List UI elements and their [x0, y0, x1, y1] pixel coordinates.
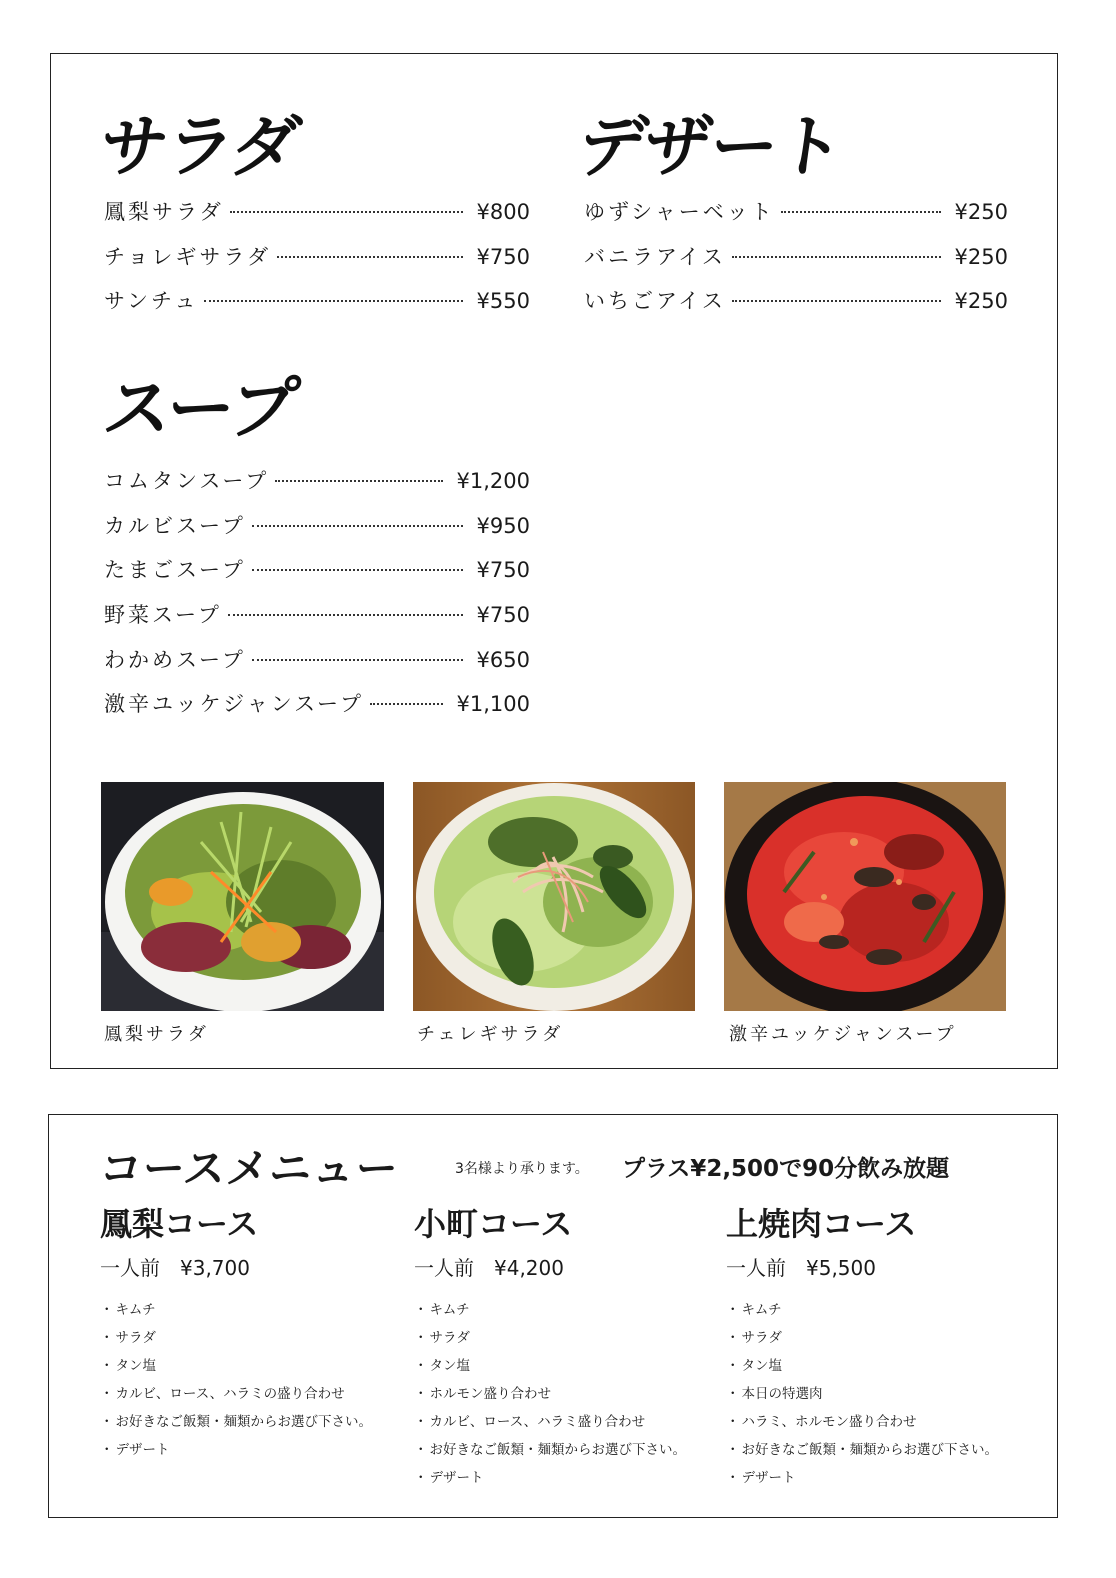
menu-item: [104, 465, 530, 510]
menu-item-name: 激辛ユッケジャンスープ: [104, 692, 365, 717]
menu-item-price: ¥250: [954, 289, 1008, 314]
course-item: ・ デザート: [100, 1436, 400, 1464]
course-name: 上焼肉コース: [726, 1205, 917, 1243]
course-item: ・ タン塩: [726, 1352, 1026, 1380]
soup-menu-list: [104, 465, 530, 733]
course-item: ・ お好きなご飯類・麺類からお選び下さい。: [100, 1408, 400, 1436]
course-column: [100, 1200, 400, 1464]
dot-leader: [228, 614, 463, 616]
menu-item-name: チョレギサラダ: [104, 244, 272, 269]
spicy-soup-photo: [724, 782, 1006, 1011]
menu-item-price: ¥550: [476, 289, 530, 314]
course-item: ・ お好きなご飯類・麺類からお選び下さい。: [726, 1436, 1026, 1464]
dot-leader: [275, 480, 442, 482]
course-item: ・ キムチ: [726, 1296, 1026, 1324]
course-name: 小町コース: [414, 1205, 573, 1243]
course-item: ・ お好きなご飯類・麺類からお選び下さい。: [414, 1436, 714, 1464]
dot-leader: [230, 211, 463, 213]
menu-item-name: カルビスープ: [104, 513, 246, 538]
menu-item-price: ¥750: [476, 603, 530, 628]
menu-item-name: 野菜スープ: [104, 603, 222, 628]
photo-caption: チェレギサラダ: [417, 1024, 564, 1045]
menu-item-price: ¥1,200: [456, 469, 530, 493]
course-minimum-note: 3名様より承ります。: [455, 1161, 589, 1177]
course-item: ・ デザート: [726, 1464, 1026, 1492]
dot-leader: [277, 256, 462, 258]
dot-leader: [732, 300, 941, 302]
menu-item: [584, 285, 1008, 330]
dot-leader: [781, 211, 941, 213]
course-item: ・ サラダ: [726, 1324, 1026, 1352]
course-price: 一人前 ¥4,200: [414, 1256, 564, 1280]
course-item: ・ サラダ: [100, 1324, 400, 1352]
menu-item-price: ¥1,100: [456, 692, 530, 717]
menu-item-price: ¥250: [954, 244, 1008, 269]
course-item: ・ タン塩: [414, 1352, 714, 1380]
course-item: ・ サラダ: [414, 1324, 714, 1352]
menu-item-price: ¥750: [476, 558, 530, 583]
menu-item-price: ¥650: [476, 647, 530, 672]
salad-bowl-photo: [101, 782, 384, 1011]
dot-leader: [252, 569, 463, 571]
course-item: ・ ハラミ、ホルモン盛り合わせ: [726, 1408, 1026, 1436]
dot-leader: [370, 703, 443, 705]
dot-leader: [252, 659, 463, 661]
menu-item-price: ¥800: [476, 200, 530, 224]
course-item-list: [100, 1296, 400, 1464]
course-column: [414, 1200, 714, 1492]
menu-item-name: 鳳梨サラダ: [104, 200, 224, 224]
dessert-heading: デザート: [572, 108, 848, 187]
course-item-list: [726, 1296, 1026, 1492]
course-item: ・ キムチ: [100, 1296, 400, 1324]
course-item: ・ 本日の特選肉: [726, 1380, 1026, 1408]
course-item: ・ キムチ: [414, 1296, 714, 1324]
soup-heading: スープ: [98, 370, 301, 449]
course-column: [726, 1200, 1026, 1492]
dot-leader: [732, 256, 941, 258]
menu-item: [104, 644, 530, 689]
menu-item: [104, 285, 530, 330]
course-price: 一人前 ¥3,700: [100, 1256, 250, 1280]
menu-item: [104, 599, 530, 644]
menu-item: [104, 196, 530, 241]
course-item: ・ タン塩: [100, 1352, 400, 1380]
menu-item-name: バニラアイス: [584, 244, 726, 269]
menu-item-name: たまごスープ: [104, 558, 246, 583]
photo-caption: 激辛ユッケジャンスープ: [729, 1024, 957, 1045]
course-item: ・ ホルモン盛り合わせ: [414, 1380, 714, 1408]
menu-item: [584, 241, 1008, 286]
photo-caption: 鳳梨サラダ: [104, 1024, 209, 1045]
all-you-can-drink-note: プラス¥2,500で90分飲み放題: [622, 1156, 950, 1182]
dessert-menu-list: [584, 196, 1008, 330]
menu-item-name: サンチュ: [104, 289, 199, 314]
dot-leader: [204, 300, 462, 302]
menu-item-name: ゆずシャーベット: [584, 200, 775, 224]
salad-heading: サラダ: [94, 108, 303, 187]
salad-menu-list: [104, 196, 530, 330]
course-item: ・ カルビ、ロース、ハラミの盛り合わせ: [100, 1380, 400, 1408]
menu-item: [104, 688, 530, 733]
course-item-list: [414, 1296, 714, 1492]
menu-item-price: ¥950: [476, 513, 530, 538]
menu-item: [104, 241, 530, 286]
menu-item-name: いちごアイス: [584, 289, 726, 314]
menu-item: [104, 510, 530, 555]
menu-item-name: コムタンスープ: [104, 469, 270, 493]
menu-item: [584, 196, 1008, 241]
menu-item: [104, 554, 530, 599]
course-name: 鳳梨コース: [100, 1205, 259, 1243]
dot-leader: [252, 525, 463, 527]
course-item: ・ デザート: [414, 1464, 714, 1492]
course-item: ・ カルビ、ロース、ハラミ盛り合わせ: [414, 1408, 714, 1436]
choregi-salad-photo: [413, 782, 695, 1011]
menu-item-name: わかめスープ: [104, 647, 246, 672]
menu-item-price: ¥750: [476, 244, 530, 269]
menu-item-price: ¥250: [954, 200, 1008, 224]
course-menu-title: コースメニュー: [97, 1144, 402, 1193]
course-price: 一人前 ¥5,500: [726, 1256, 876, 1280]
